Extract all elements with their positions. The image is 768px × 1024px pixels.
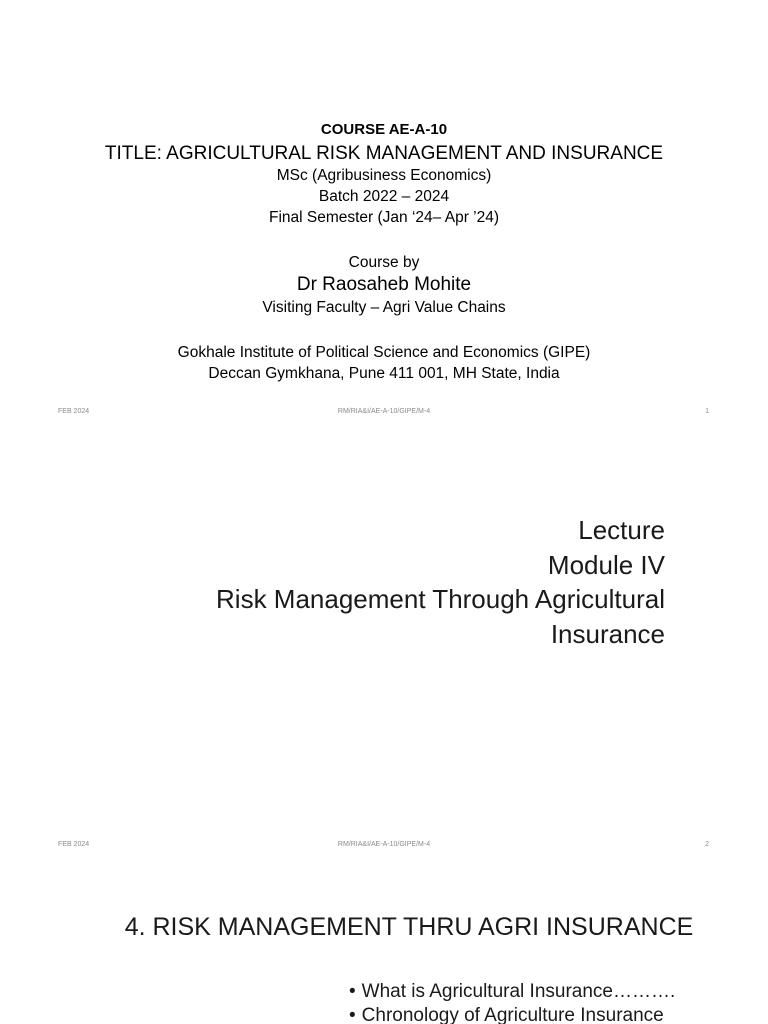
course-by-label: Course by bbox=[348, 254, 420, 271]
semester-period: Final Semester (Jan ‘24– Apr ’24) bbox=[268, 209, 500, 226]
program-name: MSc (Agribusiness Economics) bbox=[276, 167, 492, 184]
batch-years: Batch 2022 – 2024 bbox=[318, 188, 450, 205]
footer-page-number: 2 bbox=[705, 841, 709, 848]
footer-code: RM/RIA&I/AE-A-10/GIPE/M-4 bbox=[337, 408, 431, 415]
institute-name: Gokhale Institute of Political Science and Economics (GIPE) bbox=[177, 344, 591, 361]
course-code: COURSE AE-A-10 bbox=[320, 121, 448, 138]
footer-date: FEB 2024 bbox=[58, 841, 90, 848]
lecture-title-line: Risk Management Through Agricultural bbox=[216, 584, 665, 614]
course-title: TITLE: AGRICULTURAL RISK MANAGEMENT AND INSURANCE bbox=[104, 143, 664, 164]
lecture-title bbox=[105, 513, 665, 651]
lecture-title-line: Insurance bbox=[550, 618, 665, 649]
instructor-name: Dr Raosaheb Mohite bbox=[296, 274, 472, 295]
footer-code: RM/RIA&I/AE-A-10/GIPE/M-4 bbox=[337, 841, 431, 848]
institute-address: Deccan Gymkhana, Pune 411 001, MH State, India bbox=[208, 365, 560, 382]
footer-date: FEB 2024 bbox=[58, 408, 90, 415]
slide-2 bbox=[0, 433, 768, 853]
instructor-role: Visiting Faculty – Agri Value Chains bbox=[262, 299, 506, 316]
bullet-list bbox=[349, 980, 675, 1024]
lecture-title-line: Module IV bbox=[547, 549, 665, 580]
slide-3 bbox=[0, 853, 768, 1024]
section-title: 4. RISK MANAGEMENT THRU AGRI INSURANCE bbox=[124, 913, 694, 941]
slide-1 bbox=[0, 0, 768, 433]
lecture-title-line: Lecture bbox=[578, 515, 665, 545]
bullet-item: • Chronology of Agriculture Insurance bbox=[349, 1004, 675, 1024]
bullet-item: • What is Agricultural Insurance………. bbox=[349, 980, 675, 1004]
footer-page-number: 1 bbox=[705, 408, 709, 415]
